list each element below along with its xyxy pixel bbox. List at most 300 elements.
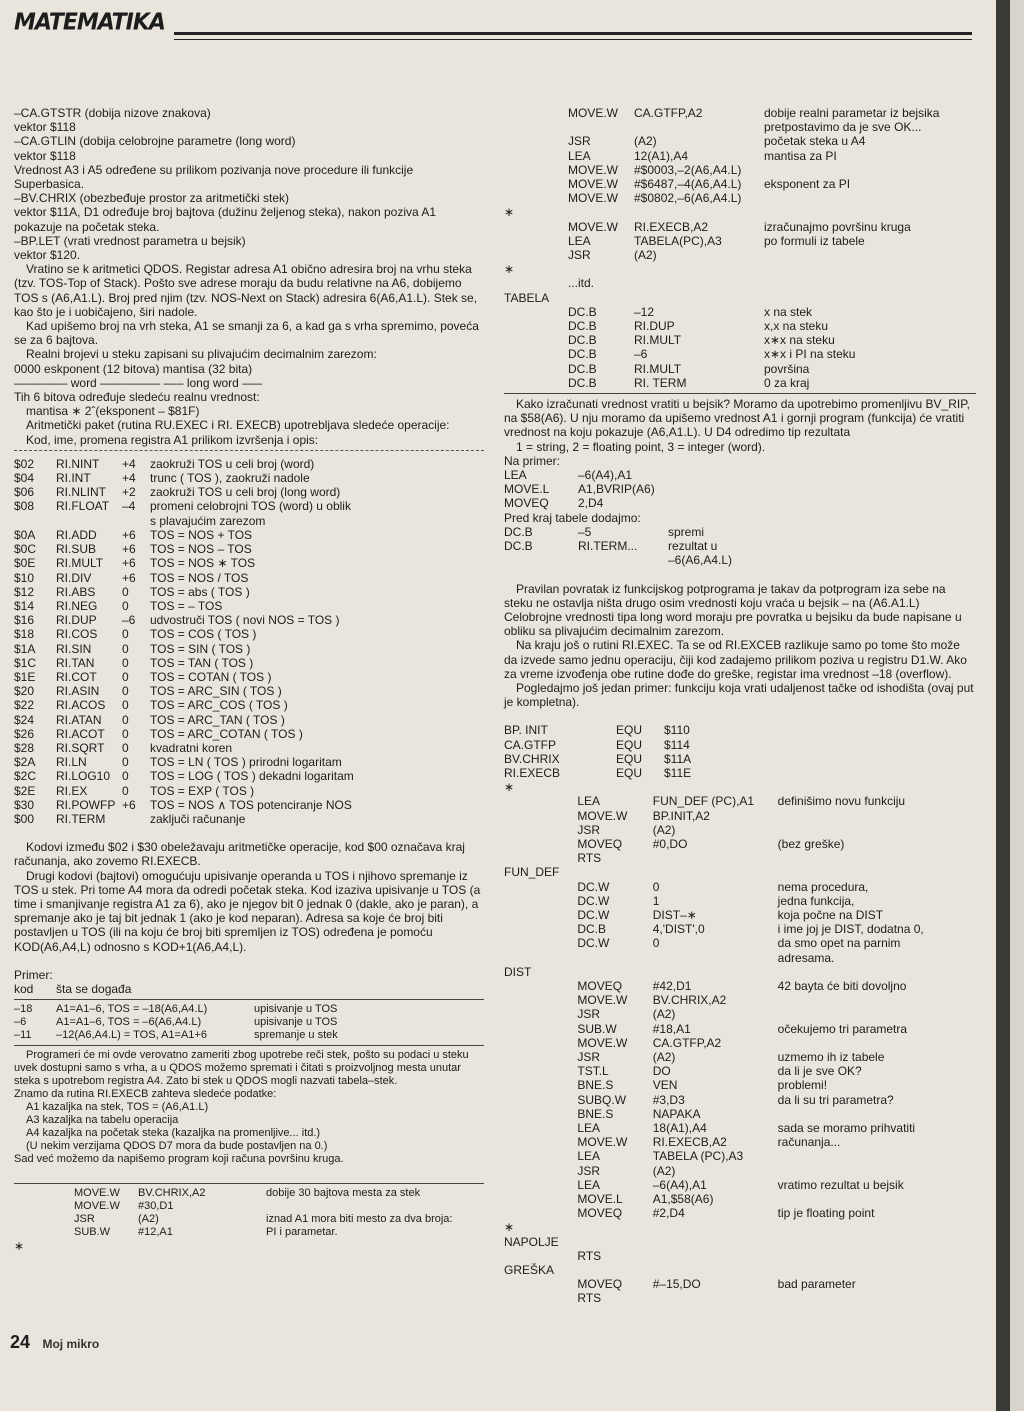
code-cell: definišimo novu funkciju: [777, 794, 906, 809]
code-cell: problemi!: [777, 1078, 828, 1093]
code-cell: kod: [14, 981, 34, 996]
code-cell: [504, 837, 577, 851]
code-line: [14, 1016, 484, 1029]
code-cell: promeni celobrojni TOS (word) u oblik: [150, 499, 351, 514]
code-cell: [764, 262, 976, 276]
code-line: [14, 599, 484, 613]
code-cell: DC.B: [568, 347, 597, 362]
code-line: [14, 571, 484, 585]
paragraph: vektor $118: [14, 148, 76, 163]
code-cell: trunc ( TOS ), zaokruži nadole: [150, 471, 310, 486]
code-cell: GREŠKA: [504, 1263, 555, 1278]
code-cell: ...itd.: [568, 276, 595, 291]
code-cell: LEA: [577, 1177, 601, 1192]
code-line: [504, 262, 976, 276]
code-line: [14, 1200, 484, 1213]
code-cell: [764, 163, 976, 177]
code-cell: TOS = NOS – TOS: [150, 542, 252, 557]
paragraph: Kako izračunati vrednost vratiti u bejsik? Moramo da upotrebimo promenljivu BV_RIP, na $58(A6). U nju moramo da upišemo vrednost A1 i gornji program (funkcija) će vratiti vrednost na koju pokazuje (A6,A1.L). U D4 odredimo tip rezultata: [504, 397, 970, 440]
code-cell: [577, 865, 652, 879]
paragraph: Pred kraj tabele dodajmo:: [504, 510, 641, 525]
code-cell: $18: [14, 627, 35, 642]
code-cell: A1,$58(A6): [652, 1192, 714, 1207]
code-line: [504, 1235, 976, 1249]
right-column: [504, 106, 976, 1306]
code-cell: #2,D4: [652, 1206, 685, 1221]
code-cell: +6: [122, 570, 136, 585]
code-cell: DC.B: [568, 319, 597, 334]
paragraph: A4 kazaljka na početak steka (kazaljka na promenljive... itd.): [26, 1127, 321, 1140]
code-cell: [778, 851, 976, 865]
section-header: [14, 8, 972, 44]
code-line: [14, 485, 484, 499]
code-cell: FUN_DEF (PC),A1: [652, 794, 755, 809]
code-cell: RI.MULT: [634, 333, 682, 348]
paragraph: mantisa ∗ 2ˆ(eksponent – $81F): [26, 404, 200, 419]
code-cell: [122, 812, 150, 826]
code-cell: [504, 1093, 577, 1107]
code-cell: RI.LOG10: [56, 769, 111, 784]
code-cell: [568, 120, 634, 134]
code-cell: RI.DUP: [56, 613, 97, 628]
code-cell: DIST–∗: [652, 907, 697, 922]
code-cell: SUB.W: [577, 1021, 617, 1036]
code-cell: [778, 1220, 976, 1234]
code-cell: –12: [634, 304, 655, 319]
code-cell: [778, 1036, 976, 1050]
code-cell: [504, 248, 568, 262]
code-line: [14, 585, 484, 599]
left-column: [14, 106, 484, 1253]
code-cell: [504, 1192, 577, 1206]
code-cell: [14, 1226, 74, 1239]
code-cell: VEN: [652, 1078, 678, 1093]
code-line: [14, 1003, 484, 1016]
code-cell: [568, 205, 634, 219]
code-cell: (A2): [138, 1213, 159, 1226]
spacer: [504, 568, 976, 582]
code-cell: JSR: [568, 248, 591, 263]
code-line: [14, 713, 484, 727]
code-line: [14, 528, 484, 542]
code-cell: dobije realni parametar iz bejsika: [764, 106, 940, 120]
code-cell: DC.B: [568, 361, 597, 376]
code-cell: [504, 922, 577, 936]
code-line: [504, 319, 976, 333]
code-cell: EQU: [616, 765, 643, 780]
code-line: [14, 670, 484, 684]
code-cell: udvostruči TOS ( novi NOS = TOS ): [150, 613, 340, 628]
code-cell: $00: [14, 811, 35, 826]
code-cell: #–15,DO: [652, 1277, 701, 1292]
paragraph: Na kraju još o rutini RI.EXEC. Ta se od RI.EXCEB razlikuje samo po tome što može da izvede samo jednu operaciju, čiji kod zadajemo prilikom poziva u registru D1.W. Ako za vreme izvođenja obe rutine dođe do greške, registar ima vrednost –18 (overflow).: [504, 638, 967, 681]
code-cell: #42,D1: [652, 978, 692, 993]
code-cell: [504, 163, 568, 177]
code-cell: adresama.: [777, 950, 835, 965]
code-cell: [504, 276, 568, 290]
code-cell: TABELA(PC),A3: [634, 233, 722, 248]
code-line: [504, 837, 976, 851]
code-cell: TABELA: [504, 290, 550, 305]
code-cell: spremanje u stek: [254, 1029, 338, 1042]
code-cell: [504, 191, 568, 205]
code-cell: [504, 1121, 577, 1135]
code-cell: RI.DIV: [56, 570, 92, 585]
code-cell: računanja...: [777, 1135, 841, 1150]
code-line: [504, 1036, 976, 1050]
code-cell: DIST: [504, 964, 532, 979]
code-cell: [504, 333, 568, 347]
code-line: [504, 1192, 976, 1206]
code-cell: $0C: [14, 542, 37, 557]
code-cell: [653, 951, 778, 965]
code-cell: TST.L: [577, 1064, 609, 1079]
code-cell: RI.ACOS: [56, 698, 106, 713]
code-cell: $11E: [664, 765, 692, 780]
code-cell: TOS = NOS ∗ TOS: [150, 556, 256, 571]
code-cell: [504, 120, 568, 134]
code-cell: BP.INIT,A2: [652, 808, 710, 823]
code-cell: upisivanje u TOS: [254, 1016, 338, 1029]
code-cell: sada se moramo prihvatiti: [777, 1121, 916, 1136]
code-cell: MOVE.W: [577, 993, 628, 1008]
code-line: [504, 780, 976, 794]
code-line: [504, 1263, 976, 1277]
code-line: [504, 276, 976, 290]
code-cell: po formuli iz tabele: [764, 233, 865, 248]
code-cell: ∗: [504, 205, 515, 220]
code-cell: NAPOLJE: [504, 1234, 559, 1249]
code-line: [504, 880, 976, 894]
code-line: [504, 809, 976, 823]
code-cell: [504, 880, 577, 894]
code-cell: [778, 823, 976, 837]
paragraph: Sad već možemo da napišemo program koji računa površinu kruga.: [14, 1153, 344, 1166]
code-cell: [778, 1192, 976, 1206]
code-line: [504, 291, 976, 305]
code-line: [504, 1277, 976, 1291]
code-cell: LEA: [504, 468, 527, 483]
code-cell: –4: [122, 499, 136, 514]
header-rule: [174, 32, 972, 35]
code-line: [504, 1093, 976, 1107]
code-line: [504, 134, 976, 148]
code-cell: [504, 1078, 577, 1092]
code-cell: RI.ACOT: [56, 726, 105, 741]
code-cell: [634, 276, 764, 290]
code-cell: TOS = NOS / TOS: [150, 570, 249, 585]
code-cell: TOS = NOS + TOS: [150, 527, 253, 542]
code-cell: TOS = NOS ∧ TOS potenciranje NOS: [150, 797, 352, 812]
spacer: [504, 709, 976, 723]
paragraph: Pogledajmo još jedan primer: funkciju koja vrati udaljenost tačke od ishodišta (ovaj put je kompletna).: [504, 680, 974, 710]
code-cell: DC.W: [577, 907, 610, 922]
code-line: [504, 1107, 976, 1121]
code-cell: iznad A1 mora biti mesto za dva broja:: [266, 1213, 453, 1226]
code-line: [504, 1007, 976, 1021]
code-cell: 0: [652, 879, 660, 894]
code-cell: [504, 177, 568, 191]
code-line: [14, 627, 484, 641]
code-line: [504, 149, 976, 163]
code-cell: RI.ASIN: [56, 684, 100, 699]
code-line: [14, 1213, 484, 1226]
code-line: [14, 769, 484, 783]
paragraph: Na primer:: [504, 453, 561, 468]
code-cell: uzmemo ih iz tabele: [777, 1050, 885, 1064]
paragraph: –CA.GTLIN (dobija celobrojne parametre (long word): [14, 134, 296, 149]
code-cell: TOS = ARC_COTAN ( TOS ): [150, 726, 303, 741]
code-line: [504, 525, 976, 539]
code-line: [504, 1249, 976, 1263]
code-cell: [577, 1263, 652, 1277]
paragraph: A1 kazaljka na stek, TOS = (A6,A1.L): [26, 1101, 209, 1114]
code-cell: (A2): [652, 1050, 676, 1064]
code-cell: RI.EXECB,A2: [634, 219, 709, 234]
code-cell: [634, 291, 764, 305]
code-line: [504, 333, 976, 347]
code-line: [14, 656, 484, 670]
code-cell: 0: [122, 655, 129, 670]
code-cell: MOVE.W: [568, 177, 618, 192]
code-cell: 0: [122, 783, 129, 798]
code-cell: RI.EXECB: [504, 765, 561, 780]
paragraph: Primer:: [14, 967, 53, 982]
code-line: [504, 205, 976, 219]
code-cell: TOS = LOG ( TOS ) dekadni logaritam: [150, 769, 354, 784]
code-cell: [504, 347, 568, 361]
code-cell: ∗: [504, 262, 515, 277]
code-cell: [577, 1220, 652, 1234]
code-cell: #30,D1: [138, 1200, 174, 1213]
code-cell: bad parameter: [777, 1277, 856, 1292]
code-cell: +6: [122, 542, 136, 557]
paragraph: Kodovi između $02 i $30 obeležavaju aritmetičke operacije, kod $00 označava kraj računanja, ako zovemo RI.EXECB.: [14, 840, 465, 869]
code-cell: 0: [122, 584, 129, 599]
code-cell: RI.NEG: [56, 598, 98, 613]
code-line: [504, 496, 976, 510]
code-cell: $28: [14, 740, 35, 755]
code-line: [504, 1121, 976, 1135]
code-cell: pretpostavimo da je sve OK...: [764, 120, 922, 135]
code-cell: [698, 468, 798, 482]
code-cell: RI.EXECB,A2: [652, 1135, 727, 1150]
code-cell: [778, 780, 976, 794]
code-cell: [778, 1149, 976, 1163]
code-cell: ∗: [504, 780, 515, 795]
code-cell: DC.B: [504, 524, 533, 539]
code-cell: vratimo rezultat u bejsik: [777, 1177, 904, 1192]
paragraph: –BV.CHRIX (obezbeđuje prostor za aritmetički stek): [14, 191, 290, 206]
code-cell: [504, 851, 577, 865]
code-cell: [504, 951, 577, 965]
code-cell: [778, 1249, 976, 1263]
code-cell: [764, 205, 976, 219]
code-cell: MOVE.W: [568, 219, 618, 234]
code-cell: –6(A6,A4.L): [668, 553, 733, 568]
code-cell: EQU: [616, 751, 643, 766]
code-cell: #$6487,–4(A6,A4.L): [634, 177, 742, 192]
code-cell: 0: [122, 740, 129, 755]
code-line: [504, 922, 976, 936]
code-cell: [504, 809, 577, 823]
paragraph: vektor $120.: [14, 248, 81, 263]
code-cell: [504, 993, 577, 1007]
code-cell: (A2): [634, 248, 657, 263]
code-cell: [568, 291, 634, 305]
code-cell: 0: [122, 627, 129, 642]
code-cell: 18(A1),A4: [652, 1121, 707, 1136]
code-cell: [577, 951, 652, 965]
code-line: [14, 698, 484, 712]
code-cell: BNE.S: [577, 1106, 614, 1121]
code-cell: x,x na steku: [764, 319, 829, 334]
code-cell: $24: [14, 712, 35, 727]
code-cell: MOVE.W: [74, 1187, 120, 1200]
paragraph: A3 kazaljka na tabelu operacija: [26, 1114, 179, 1127]
code-cell: da smo opet na parnim: [777, 936, 901, 951]
code-cell: x∗x na steku: [764, 333, 835, 348]
code-line: [14, 642, 484, 656]
magazine-name: Moj mikro: [42, 1337, 100, 1351]
code-cell: [504, 1050, 577, 1064]
code-cell: +4: [122, 456, 136, 471]
code-cell: [14, 514, 56, 528]
code-cell: TABELA (PC),A3: [652, 1149, 744, 1164]
code-cell: [504, 1277, 577, 1291]
code-cell: površina: [764, 361, 810, 376]
code-cell: RI.MULT: [56, 556, 104, 571]
code-cell: RI.TAN: [56, 655, 95, 670]
code-cell: [778, 993, 976, 1007]
code-cell: [653, 1235, 778, 1249]
code-cell: [778, 865, 976, 879]
paragraph: vektor $11A, D1 određuje broj bajtova (dužinu željenog steka), nakon poziva A1 pokazuje na početak steka.: [14, 205, 437, 234]
code-cell: [778, 1164, 976, 1178]
code-cell: da li su tri parametra?: [777, 1092, 894, 1107]
code-cell: nema procedura,: [777, 879, 869, 894]
code-cell: [764, 276, 976, 290]
code-line: [14, 613, 484, 627]
code-cell: RI.INT: [56, 471, 91, 486]
code-line: [504, 865, 976, 879]
code-cell: SUB.W: [74, 1226, 111, 1239]
code-line: [504, 993, 976, 1007]
code-cell: DC.B: [577, 922, 607, 937]
paragraph: Aritmetički paket (rutina RU.EXEC i RI. EXECB) upotrebljava sledeće operacije:: [26, 418, 450, 433]
page-footer: [10, 1332, 99, 1353]
code-cell: [634, 120, 764, 134]
code-cell: 0: [652, 936, 660, 951]
code-cell: DC.W: [577, 879, 610, 894]
code-cell: MOVEQ: [577, 978, 623, 993]
code-cell: CA.GTFP: [504, 737, 557, 752]
code-cell: RI.SQRT: [56, 740, 105, 755]
code-cell: DO: [652, 1064, 671, 1079]
code-cell: $2C: [14, 769, 37, 784]
code-cell: $08: [14, 499, 35, 514]
code-cell: $14: [14, 598, 35, 613]
code-cell: [504, 1036, 577, 1050]
spacer: [14, 1166, 484, 1180]
code-line: [504, 1178, 976, 1192]
paragraph: Pravilan povratak iz funkcijskog potprograma je takav da potprogram iza sebe na steku ne ostavlja ništa drugo osim vrednosti koju vraća u bejsik – na (A6.A1.L) Celobrojne vrednosti tipa long word moraju pre povratka u bejsiku da bude napisane u obliku sa plivajućim decimalnim zarezom.: [504, 581, 962, 639]
code-line: [504, 1206, 976, 1220]
paragraph: Programeri će mi ovde verovatno zameriti zbog upotrebe reči stek, pošto su podaci u steku uvek dostupni samo s vrha, a u QDOS možemo spremati i čitati s proizvoljnog mesta unutar steka s upotrebom registra A4. Zato bi stek u QDOS mogli nazvati tabela–stek.: [14, 1049, 469, 1088]
code-line: [504, 482, 976, 496]
code-line: [504, 234, 976, 248]
code-cell: [778, 809, 976, 823]
code-line: [504, 766, 976, 780]
code-cell: šta se događa: [56, 981, 132, 996]
divider: [14, 1045, 484, 1046]
code-cell: [764, 248, 976, 262]
code-cell: RI.SUB: [56, 542, 97, 557]
code-cell: DC.W: [577, 936, 610, 951]
code-cell: MOVE.W: [577, 1135, 628, 1150]
code-cell: A1=A1–6, TOS = –18(A6,A4.L): [56, 1003, 208, 1016]
code-cell: koja počne na DIST: [777, 907, 884, 922]
code-cell: zaokruži TOS u celi broj (long word): [150, 485, 341, 500]
code-cell: –6(A4),A1: [578, 468, 633, 483]
code-cell: MOVE.W: [577, 808, 628, 823]
code-line: [504, 468, 976, 482]
paragraph: Znamo da rutina RI.EXECB zahteva sledeće podatke:: [14, 1088, 277, 1101]
code-cell: BV.CHRIX,A2: [138, 1187, 206, 1200]
code-cell: $12: [14, 584, 35, 599]
code-cell: RI.ADD: [56, 527, 97, 542]
code-cell: [504, 894, 577, 908]
code-cell: [778, 1107, 976, 1121]
code-cell: +6: [122, 797, 136, 812]
code-cell: 0: [122, 641, 129, 656]
section-title: MATEMATIKA: [14, 9, 165, 36]
code-cell: EQU: [616, 737, 643, 752]
code-cell: –6: [14, 1016, 27, 1029]
code-cell: $30: [14, 797, 35, 812]
code-cell: –11: [14, 1029, 32, 1042]
code-cell: #$0003,–2(A6,A4.L): [634, 162, 742, 177]
code-cell: [577, 780, 652, 794]
code-cell: CA.GTFP,A2: [634, 106, 703, 120]
code-cell: [504, 376, 568, 390]
code-line: [14, 556, 484, 570]
code-cell: $114: [664, 737, 690, 752]
code-line: [504, 738, 976, 752]
code-cell: zaključi računanje: [150, 811, 246, 826]
code-cell: [504, 823, 577, 837]
code-cell: JSR: [577, 822, 601, 837]
code-line: [14, 982, 484, 996]
code-cell: $1C: [14, 655, 37, 670]
paragraph: Vratino se k aritmetici QDOS. Registar adresa A1 obično adresira broj na vrhu steka (tzv. TOS-Top of Stack). Pošto sve adrese moraju da budu relativne na A6, dobijemo TOS s (A6,A1.L). Broj pred njim (tzv. NOS-Next on Stack) adresira 6(A6,A1.L). Stek se, kao što je i uobičajeno, širi nadole.: [14, 262, 478, 319]
code-cell: [778, 1263, 976, 1277]
code-cell: $0A: [14, 527, 36, 542]
code-line: [504, 191, 976, 205]
code-cell: –6: [122, 613, 136, 628]
code-cell: [504, 979, 577, 993]
code-cell: RI.ABS: [56, 584, 96, 599]
code-cell: (A2): [634, 134, 657, 149]
code-line: [14, 499, 484, 513]
code-line: [504, 823, 976, 837]
code-line: [14, 784, 484, 798]
code-cell: [504, 1135, 577, 1149]
code-line: [14, 812, 484, 826]
divider: [14, 450, 484, 451]
header-rule-thin: [174, 39, 972, 40]
paragraph: (U nekim verzijama QDOS D7 mora da bude postavljen na 0.): [26, 1140, 328, 1153]
